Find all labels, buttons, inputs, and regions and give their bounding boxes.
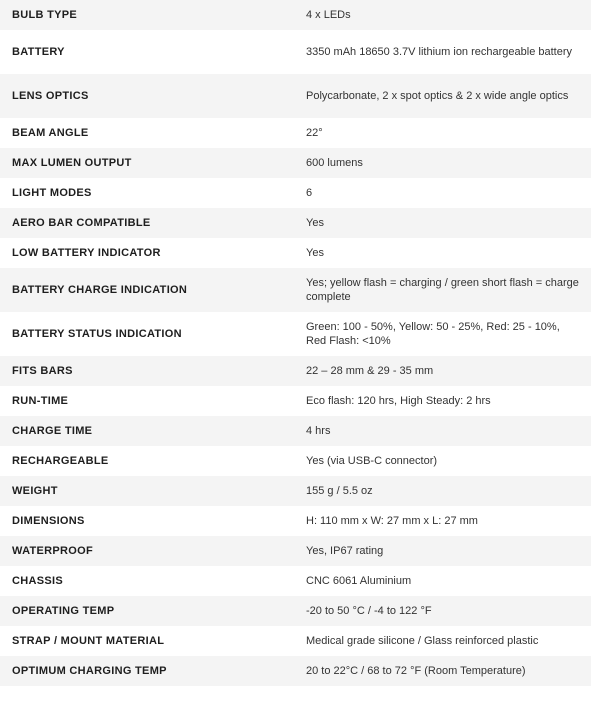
- spec-label: CHASSIS: [12, 575, 63, 587]
- spec-label: MAX LUMEN OUTPUT: [12, 157, 132, 169]
- spec-label: BEAM ANGLE: [12, 127, 89, 139]
- spec-row: [0, 0, 591, 30]
- spec-value: Yes: [306, 217, 324, 229]
- spec-label: STRAP / MOUNT MATERIAL: [12, 635, 165, 647]
- spec-row: [0, 386, 591, 416]
- spec-row: [0, 178, 591, 208]
- spec-value: 22°: [306, 127, 323, 139]
- spec-value: 4 x LEDs: [306, 9, 351, 21]
- spec-label: RUN-TIME: [12, 395, 69, 407]
- spec-label: LIGHT MODES: [12, 187, 92, 199]
- spec-label: BATTERY: [12, 46, 65, 58]
- spec-label: RECHARGEABLE: [12, 455, 109, 467]
- spec-row: [0, 312, 591, 356]
- spec-value: CNC 6061 Aluminium: [306, 575, 412, 587]
- spec-value: Yes (via USB-C connector): [306, 455, 438, 467]
- spec-row: [0, 30, 591, 74]
- spec-value: 4 hrs: [306, 425, 331, 437]
- spec-label: BULB TYPE: [12, 9, 78, 21]
- spec-value: 3350 mAh 18650 3.7V lithium ion rechargeable battery: [306, 46, 573, 58]
- spec-value: 600 lumens: [306, 157, 363, 169]
- spec-value: 22 – 28 mm & 29 - 35 mm: [306, 365, 434, 377]
- spec-row: [0, 566, 591, 596]
- spec-row: [0, 74, 591, 118]
- spec-row: [0, 208, 591, 238]
- spec-value: H: 110 mm x W: 27 mm x L: 27 mm: [306, 515, 478, 527]
- spec-label: BATTERY CHARGE INDICATION: [12, 284, 188, 296]
- spec-row: [0, 476, 591, 506]
- spec-value: Yes: [306, 247, 324, 259]
- spec-label: FITS BARS: [12, 365, 73, 377]
- spec-row: [0, 268, 591, 312]
- spec-row: [0, 416, 591, 446]
- spec-row: [0, 446, 591, 476]
- spec-label: WEIGHT: [12, 485, 58, 497]
- spec-row: [0, 596, 591, 626]
- spec-value: Eco flash: 120 hrs, High Steady: 2 hrs: [306, 395, 491, 407]
- spec-label: CHARGE TIME: [12, 425, 93, 437]
- spec-label: LOW BATTERY INDICATOR: [12, 247, 161, 259]
- spec-value: 155 g / 5.5 oz: [306, 485, 373, 497]
- spec-row: [0, 536, 591, 566]
- spec-value: Medical grade silicone / Glass reinforced plastic: [306, 635, 539, 647]
- spec-label: WATERPROOF: [12, 545, 94, 557]
- spec-label: OPERATING TEMP: [12, 605, 115, 617]
- spec-value: Yes; yellow flash = charging / green short flash = charge complete: [306, 277, 579, 303]
- spec-row: [0, 238, 591, 268]
- spec-row: [0, 148, 591, 178]
- spec-label: DIMENSIONS: [12, 515, 85, 527]
- spec-row: [0, 356, 591, 386]
- spec-value: -20 to 50 °C / -4 to 122 °F: [306, 605, 432, 617]
- spec-label: LENS OPTICS: [12, 90, 89, 102]
- spec-value: Yes, IP67 rating: [306, 545, 384, 557]
- spec-label: BATTERY STATUS INDICATION: [12, 328, 182, 340]
- spec-value: 6: [306, 187, 313, 199]
- spec-label: OPTIMUM CHARGING TEMP: [12, 665, 167, 677]
- spec-label: AERO BAR COMPATIBLE: [12, 217, 151, 229]
- spec-value: Green: 100 - 50%, Yellow: 50 - 25%, Red: 25 - 10%, Red Flash: <10%: [306, 321, 560, 347]
- spec-value: 20 to 22°C / 68 to 72 °F (Room Temperature): [306, 665, 526, 677]
- spec-row: [0, 118, 591, 148]
- spec-row: [0, 626, 591, 656]
- spec-value: Polycarbonate, 2 x spot optics & 2 x wide angle optics: [306, 90, 569, 102]
- spec-row: [0, 656, 591, 686]
- spec-row: [0, 506, 591, 536]
